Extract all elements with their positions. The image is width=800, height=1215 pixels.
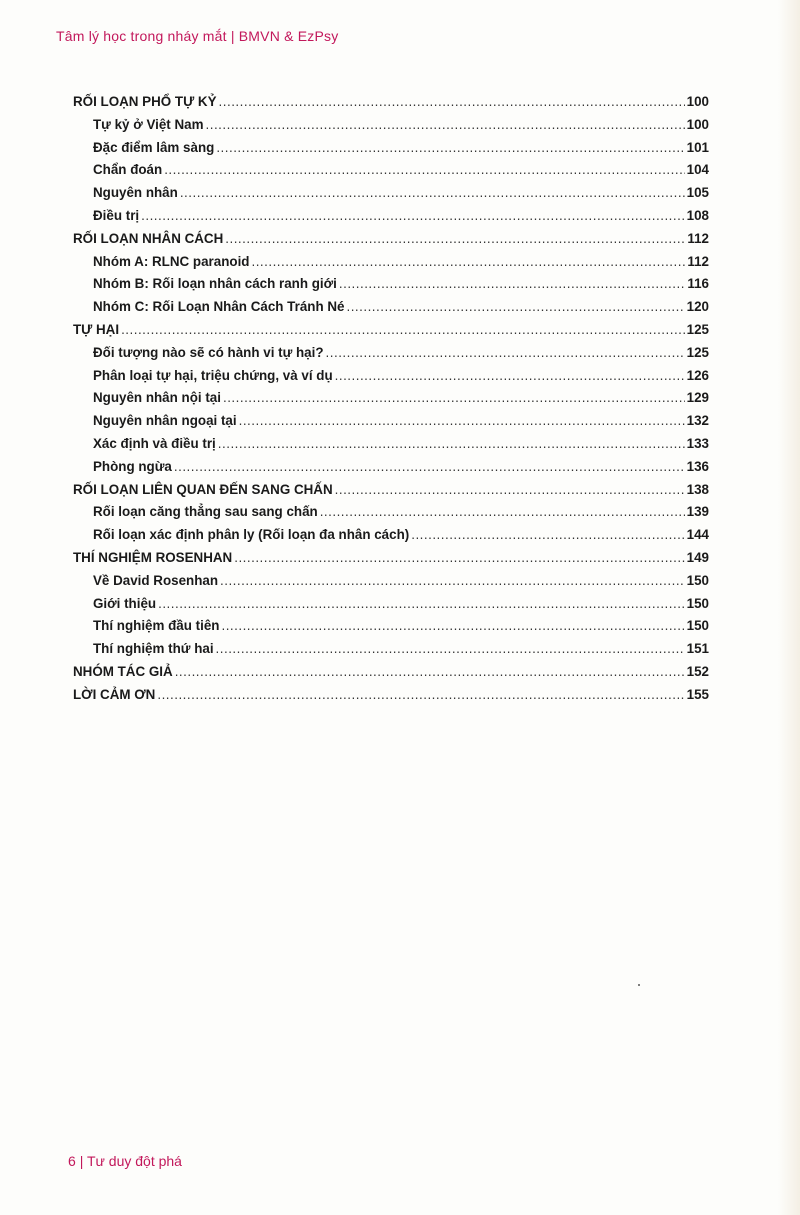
toc-entry-title: Thí nghiệm đầu tiên [93,618,220,634]
toc-entry-title: Nguyên nhân [93,185,178,201]
toc-entry-title: Điều trị [93,207,140,223]
toc-section-entry [73,159,709,182]
toc-entry-page-number: 108 [686,207,709,223]
toc-entry-page-number: 136 [686,458,709,474]
toc-entry-title: Rối loạn xác định phân ly (Rối loạn đa nhân cách) [93,527,410,543]
page-edge-shading [778,0,800,1215]
toc-entry-page-number: 155 [686,686,709,702]
toc-entry-page-number: 150 [686,595,709,611]
toc-section-entry [73,410,709,433]
toc-chapter-entry [73,547,709,570]
toc-section-entry [73,570,709,593]
dot-leader [411,524,684,547]
page-footer [68,1153,182,1169]
toc-entry-page-number: 100 [686,94,709,109]
dot-leader [223,387,685,410]
toc-section-entry [73,251,709,274]
toc-entry-title: NHÓM TÁC GIẢ [73,663,173,679]
toc-section-entry [73,501,709,524]
dot-leader [157,684,684,707]
toc-entry-title: Phòng ngừa [93,458,172,474]
toc-section-entry [73,205,709,228]
toc-entry-title: Rối loạn căng thẳng sau sang chấn [93,504,318,520]
page-number: 6 [68,1153,76,1169]
toc-entry-page-number: 138 [686,481,709,497]
toc-entry-title: THÍ NGHIỆM ROSENHAN [73,549,233,565]
toc-entry-page-number: 126 [686,367,709,383]
toc-section-entry [73,182,709,205]
toc-entry-title: Giới thiệu [93,595,157,611]
toc-entry-page-number: 129 [686,390,709,406]
toc-entry-title: RỐI LOẠN LIÊN QUAN ĐẾN SANG CHẤN [73,481,333,497]
dot-leader [335,365,685,388]
toc-entry-page-number: 150 [686,572,709,588]
toc-entry-page-number: 101 [686,139,709,155]
toc-section-entry [73,365,709,388]
toc-entry-page-number: 144 [686,527,709,543]
toc-section-entry [73,114,709,137]
toc-entry-page-number: 105 [686,185,709,201]
toc-entry-page-number: 149 [686,549,709,565]
toc-chapter-entry [73,661,709,684]
toc-entry-title: LỜI CẢM ƠN [73,686,156,702]
toc-section-entry [73,273,709,296]
toc-entry-title: RỐI LOẠN PHỔ TỰ KỶ [73,94,217,109]
dot-leader [206,114,685,137]
toc-section-entry [73,433,709,456]
toc-entry-page-number: 151 [686,641,709,657]
dot-leader [218,433,685,456]
toc-entry-page-number: 152 [686,663,709,679]
toc-entry-title: Phân loại tự hại, triệu chứng, và ví dụ [93,367,333,383]
toc-entry-title: Xác định và điều trị [93,435,216,451]
dot-leader [158,593,685,616]
toc-entry-title: Đối tượng nào sẽ có hành vi tự hại? [93,344,324,360]
toc-chapter-entry [73,479,709,502]
dot-leader [216,137,684,160]
dot-leader [326,342,685,365]
toc-chapter-entry [73,91,709,114]
dot-leader [221,615,684,638]
dot-leader [219,91,685,114]
running-header: Tâm lý học trong nháy mắt | BMVN & EzPsy [56,28,339,44]
scan-speck [638,984,640,986]
toc-entry-page-number: 150 [686,618,709,634]
toc-entry-title: Về David Rosenhan [93,572,219,588]
toc-chapter-entry [73,228,709,251]
dot-leader [225,228,685,251]
dot-leader [220,570,685,593]
toc-entry-title: Chẩn đoán [93,162,163,178]
toc-entry-title: TỰ HẠI [73,321,120,337]
toc-entry-page-number: 133 [686,435,709,451]
toc-entry-page-number: 104 [686,162,709,178]
toc-section-entry [73,137,709,160]
dot-leader [335,479,685,502]
toc-entry-title: Nguyên nhân ngoại tại [93,413,237,429]
toc-entry-page-number: 120 [686,299,709,315]
toc-entry-page-number: 132 [686,413,709,429]
footer-separator: | [79,1153,84,1169]
dot-leader [174,456,685,479]
dot-leader [175,661,685,684]
dot-leader [180,182,685,205]
toc-chapter-entry [73,684,709,707]
toc-entry-title: Nhóm A: RLNC paranoid [93,253,250,269]
toc-entry-title: Tự kỷ ở Việt Nam [93,116,204,132]
dot-leader [339,273,686,296]
dot-leader [234,547,684,570]
dot-leader [216,638,685,661]
toc-entry-page-number: 112 [687,253,709,269]
toc-entry-page-number: 112 [687,230,709,246]
toc-entry-title: RỐI LOẠN NHÂN CÁCH [73,230,224,246]
toc-section-entry [73,638,709,661]
toc-entry-title: Nguyên nhân nội tại [93,390,221,406]
toc-entry-title: Nhóm C: Rối Loạn Nhân Cách Tránh Né [93,299,345,315]
dot-leader [346,296,684,319]
toc-section-entry [73,296,709,319]
toc-section-entry [73,524,709,547]
dot-leader [320,501,685,524]
dot-leader [239,410,685,433]
toc-section-entry [73,456,709,479]
toc-entry-page-number: 100 [686,116,709,132]
dot-leader [164,159,684,182]
toc-entry-title: Đặc điểm lâm sàng [93,139,215,155]
toc-entry-title: Nhóm B: Rối loạn nhân cách ranh giới [93,276,337,292]
toc-section-entry [73,593,709,616]
toc-section-entry [73,387,709,410]
toc-section-entry [73,615,709,638]
dot-leader [141,205,685,228]
toc-entry-page-number: 125 [686,344,709,360]
toc-chapter-entry [73,319,709,342]
dot-leader [121,319,685,342]
table-of-contents [73,91,709,707]
toc-entry-page-number: 116 [687,276,709,292]
toc-entry-page-number: 125 [686,321,709,337]
dot-leader [251,251,685,274]
toc-section-entry [73,342,709,365]
toc-entry-title: Thí nghiệm thứ hai [93,641,214,657]
footer-section-title: Tư duy đột phá [86,1153,182,1169]
toc-entry-page-number: 139 [686,504,709,520]
